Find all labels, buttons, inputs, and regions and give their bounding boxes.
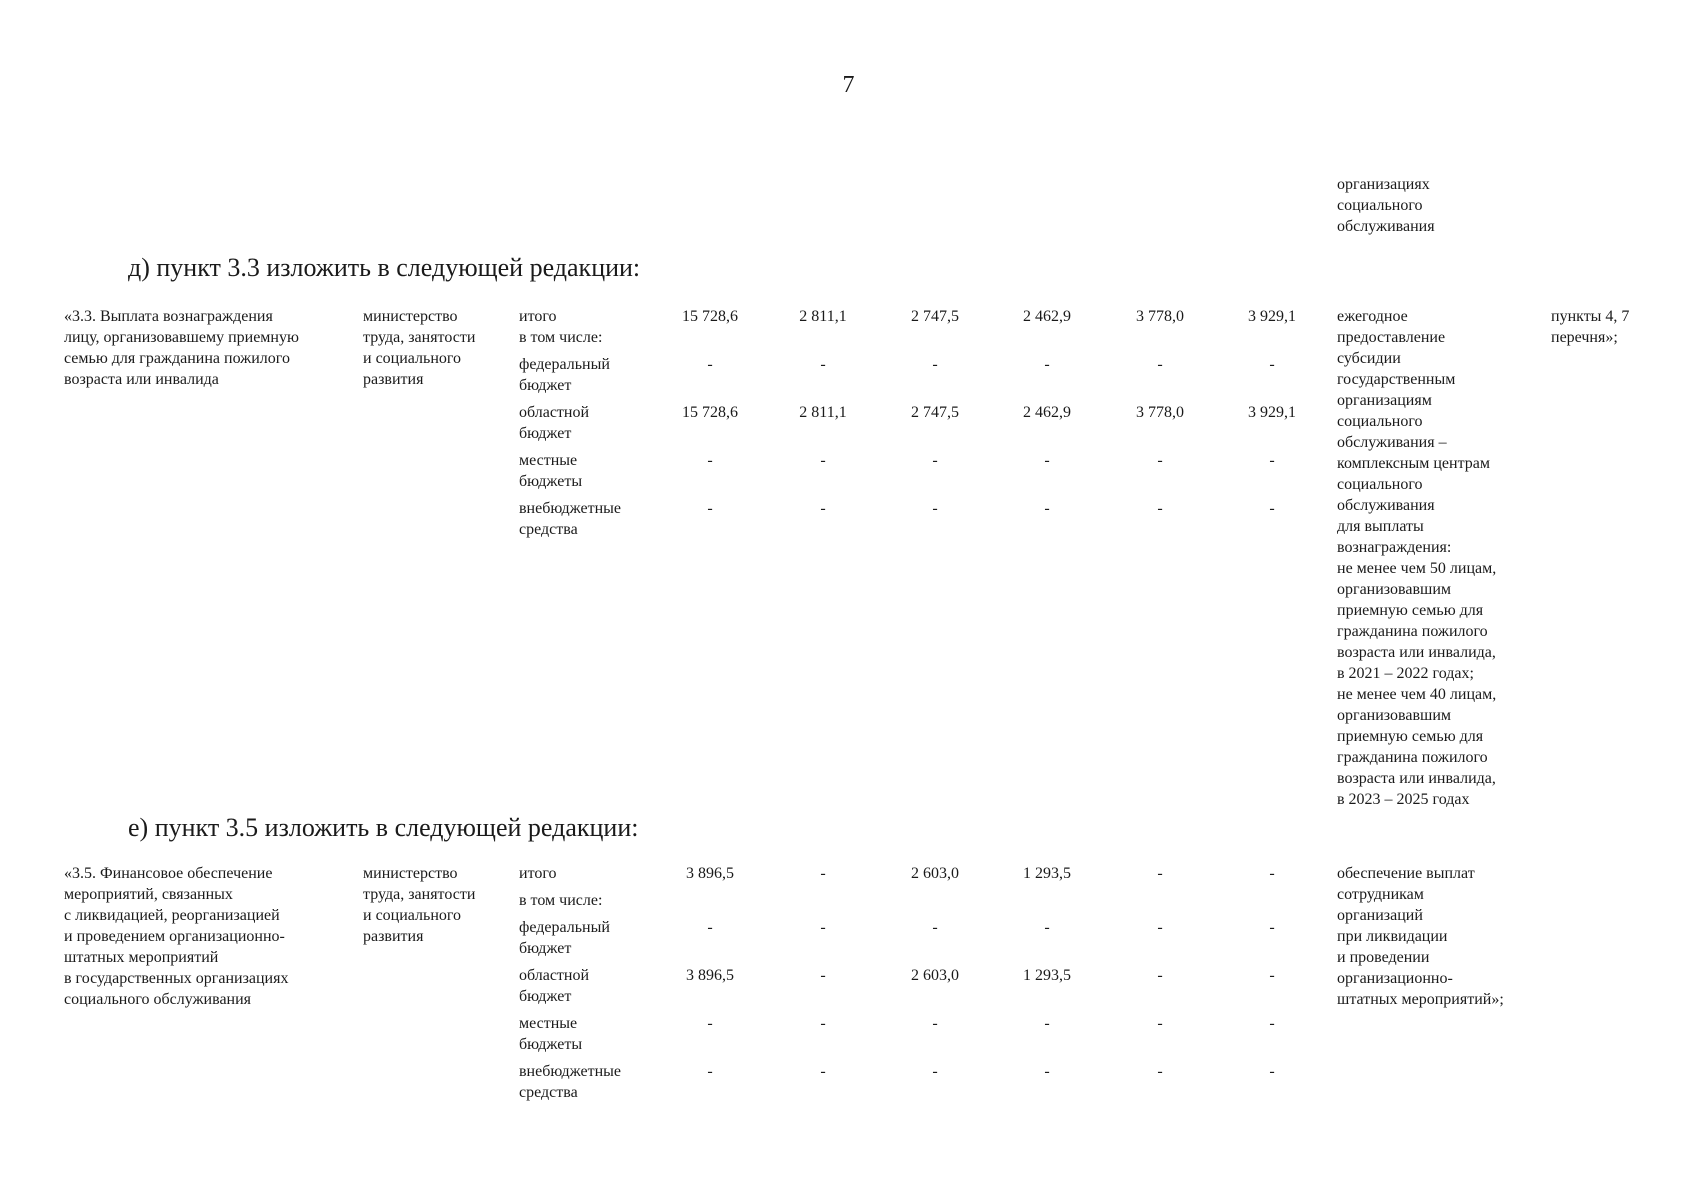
- result-line: комплексным центрам: [1337, 455, 1490, 472]
- result-line: возраста или инвалида,: [1337, 770, 1496, 787]
- value-year: -: [1044, 919, 1050, 936]
- source-line: в том числе:: [519, 892, 603, 909]
- funding-source: [519, 354, 659, 396]
- value-year: -: [1157, 1015, 1163, 1032]
- measure-name-line: в государственных организациях: [64, 970, 289, 987]
- value-total: 3 896,5: [686, 865, 734, 882]
- value-year: -: [1269, 967, 1275, 984]
- value-year: 2 811,1: [799, 404, 847, 421]
- value-year: -: [820, 1063, 826, 1080]
- measure-name-line: «3.5. Финансовое обеспечение: [64, 865, 273, 882]
- source-line: федеральный: [519, 919, 610, 936]
- value-year: 2 747,5: [911, 308, 959, 325]
- funding-source: [519, 306, 659, 348]
- source-line: федеральный: [519, 356, 610, 373]
- result-line: субсидии: [1337, 350, 1401, 367]
- source-line: бюджеты: [519, 473, 583, 490]
- value-year: 3 929,1: [1248, 308, 1296, 325]
- executor-line: и социального: [363, 907, 462, 924]
- value-year: -: [1157, 356, 1163, 373]
- value-year: 3 778,0: [1136, 308, 1184, 325]
- measure-name: [64, 306, 354, 390]
- value-year: -: [1157, 452, 1163, 469]
- expected-result: [1337, 306, 1537, 810]
- result-line: сотрудникам: [1337, 886, 1424, 903]
- result-line: в 2023 – 2025 годах: [1337, 791, 1470, 808]
- executor-line: труда, занятости: [363, 329, 476, 346]
- value-year: -: [820, 356, 826, 373]
- result-line: организаций: [1337, 907, 1423, 924]
- value-year: -: [820, 452, 826, 469]
- carryover-line: обслуживания: [1337, 218, 1435, 235]
- value-year: -: [932, 356, 938, 373]
- value-year: 2 462,9: [1023, 404, 1071, 421]
- measure-name-line: семью для гражданина пожилого: [64, 350, 290, 367]
- result-line: для выплаты: [1337, 518, 1424, 535]
- source-line: внебюджетные: [519, 500, 621, 517]
- result-line: не менее чем 40 лицам,: [1337, 686, 1497, 703]
- result-line: ежегодное: [1337, 308, 1408, 325]
- value-year: 2 603,0: [911, 967, 959, 984]
- value-year: -: [1157, 967, 1163, 984]
- funding-source: [519, 917, 659, 959]
- result-line: организовавшим: [1337, 707, 1452, 724]
- value-total: -: [707, 452, 713, 469]
- source-line: бюджет: [519, 988, 572, 1005]
- executor: [363, 863, 508, 947]
- expected-result: [1337, 863, 1537, 1010]
- result-line: и проведении: [1337, 949, 1430, 966]
- source-line: в том числе:: [519, 329, 603, 346]
- executor-line: развития: [363, 928, 424, 945]
- source-line: бюджет: [519, 377, 572, 394]
- result-line: организовавшим: [1337, 581, 1452, 598]
- section-d-heading: д) пункт 3.3 изложить в следующей редакции:: [128, 253, 641, 282]
- value-year: -: [1269, 1015, 1275, 1032]
- value-year: -: [1269, 500, 1275, 517]
- value-year: 1 293,5: [1023, 967, 1071, 984]
- source-line: средства: [519, 1084, 578, 1101]
- result-line: обеспечение выплат: [1337, 865, 1475, 882]
- source-line: бюджеты: [519, 1036, 583, 1053]
- value-year: -: [820, 967, 826, 984]
- source-line: областной: [519, 967, 590, 984]
- value-total: -: [707, 500, 713, 517]
- executor: [363, 306, 508, 390]
- measure-name: [64, 863, 354, 1010]
- result-line: социального: [1337, 476, 1423, 493]
- source-line: бюджет: [519, 940, 572, 957]
- value-total: 3 896,5: [686, 967, 734, 984]
- carryover-line: социального: [1337, 197, 1423, 214]
- value-year: -: [1269, 452, 1275, 469]
- value-total: 15 728,6: [682, 308, 738, 325]
- funding-source: [519, 863, 659, 884]
- funding-source: [519, 890, 659, 911]
- result-line: организационно-: [1337, 970, 1453, 987]
- result-line: возраста или инвалида,: [1337, 644, 1496, 661]
- executor-line: министерство: [363, 865, 458, 882]
- executor-line: труда, занятости: [363, 886, 476, 903]
- value-total: -: [707, 356, 713, 373]
- result-line: государственным: [1337, 371, 1456, 388]
- measure-name-line: возраста или инвалида: [64, 371, 219, 388]
- source-line: итого: [519, 308, 557, 325]
- value-year: -: [1157, 1063, 1163, 1080]
- carryover-text: [1337, 174, 1435, 237]
- funding-source: [519, 965, 659, 1007]
- value-total: -: [707, 1015, 713, 1032]
- result-line: социального: [1337, 413, 1423, 430]
- value-total: -: [707, 919, 713, 936]
- value-year: -: [1044, 1063, 1050, 1080]
- value-year: -: [820, 1015, 826, 1032]
- result-line: гражданина пожилого: [1337, 623, 1488, 640]
- reference: [1551, 306, 1681, 348]
- carryover-line: организациях: [1337, 176, 1430, 193]
- source-line: средства: [519, 521, 578, 538]
- executor-line: развития: [363, 371, 424, 388]
- value-year: 2 747,5: [911, 404, 959, 421]
- value-year: -: [1044, 356, 1050, 373]
- value-year: 2 462,9: [1023, 308, 1071, 325]
- value-year: -: [820, 919, 826, 936]
- result-line: гражданина пожилого: [1337, 749, 1488, 766]
- value-year: -: [932, 919, 938, 936]
- measure-name-line: «3.3. Выплата вознаграждения: [64, 308, 273, 325]
- value-year: -: [1269, 1063, 1275, 1080]
- value-year: -: [1044, 500, 1050, 517]
- result-line: в 2021 – 2022 годах;: [1337, 665, 1474, 682]
- executor-line: и социального: [363, 350, 462, 367]
- value-year: -: [1044, 452, 1050, 469]
- result-line: организациям: [1337, 392, 1432, 409]
- value-year: -: [932, 1063, 938, 1080]
- value-year: 2 811,1: [799, 308, 847, 325]
- section-e-heading: е) пункт 3.5 изложить в следующей редакции:: [128, 813, 639, 842]
- result-line: обслуживания: [1337, 497, 1435, 514]
- result-line: предоставление: [1337, 329, 1446, 346]
- value-total: -: [707, 1063, 713, 1080]
- measure-name-line: социального обслуживания: [64, 991, 252, 1008]
- measure-name-line: мероприятий, связанных: [64, 886, 233, 903]
- value-year: -: [1157, 865, 1163, 882]
- measure-name-line: штатных мероприятий: [64, 949, 219, 966]
- source-line: бюджет: [519, 425, 572, 442]
- result-line: приемную семью для: [1337, 602, 1484, 619]
- result-line: приемную семью для: [1337, 728, 1484, 745]
- source-line: внебюджетные: [519, 1063, 621, 1080]
- funding-source: [519, 450, 659, 492]
- measure-name-line: с ликвидацией, реорганизацией: [64, 907, 280, 924]
- funding-source: [519, 402, 659, 444]
- source-line: местные: [519, 1015, 578, 1032]
- executor-line: министерство: [363, 308, 458, 325]
- value-year: -: [932, 1015, 938, 1032]
- source-line: местные: [519, 452, 578, 469]
- result-line: штатных мероприятий»;: [1337, 991, 1504, 1008]
- value-year: -: [1269, 356, 1275, 373]
- value-year: 1 293,5: [1023, 865, 1071, 882]
- reference-line: пункты 4, 7: [1551, 308, 1630, 325]
- value-year: 3 778,0: [1136, 404, 1184, 421]
- value-year: 2 603,0: [911, 865, 959, 882]
- value-year: -: [932, 500, 938, 517]
- measure-name-line: лицу, организовавшему приемную: [64, 329, 299, 346]
- funding-source: [519, 1013, 659, 1055]
- value-year: -: [1044, 1015, 1050, 1032]
- value-year: -: [820, 865, 826, 882]
- measure-name-line: и проведением организационно-: [64, 928, 285, 945]
- page-number: 7: [842, 72, 855, 98]
- value-year: -: [1269, 919, 1275, 936]
- result-line: вознаграждения:: [1337, 539, 1452, 556]
- value-total: 15 728,6: [682, 404, 738, 421]
- reference-line: перечня»;: [1551, 329, 1618, 346]
- value-year: -: [1157, 919, 1163, 936]
- funding-source: [519, 498, 659, 540]
- funding-source: [519, 1061, 659, 1103]
- value-year: 3 929,1: [1248, 404, 1296, 421]
- value-year: -: [1269, 865, 1275, 882]
- value-year: -: [932, 452, 938, 469]
- value-year: -: [820, 500, 826, 517]
- value-year: -: [1157, 500, 1163, 517]
- result-line: обслуживания –: [1337, 434, 1447, 451]
- result-line: при ликвидации: [1337, 928, 1448, 945]
- result-line: не менее чем 50 лицам,: [1337, 560, 1497, 577]
- source-line: итого: [519, 865, 557, 882]
- source-line: областной: [519, 404, 590, 421]
